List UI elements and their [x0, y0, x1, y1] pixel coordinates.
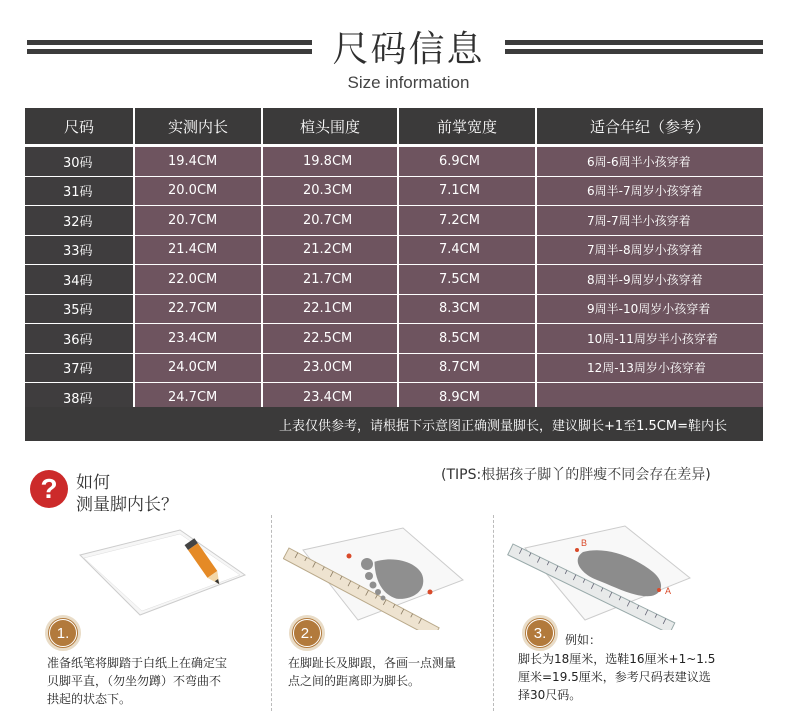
- table-cell-width: 7.5CM: [399, 265, 537, 295]
- table-cell-width: 7.1CM: [399, 177, 537, 207]
- table-cell-size: 38码: [25, 383, 135, 413]
- table-cell-width: 8.9CM: [399, 383, 537, 413]
- table-cell-size: 36码: [25, 324, 135, 354]
- step-3-text: 脚长为18厘米，选鞋16厘米+1~1.5 厘米=19.5厘米，参考尺码表建议选 择30尺码。: [518, 652, 716, 702]
- table-cell-size: 34码: [25, 265, 135, 295]
- table-cell-age: 10周-11周岁半小孩穿着: [537, 324, 763, 354]
- table-cell-size: 30码: [25, 147, 135, 177]
- howto-title-line2: 测量脚内长？: [76, 495, 178, 515]
- panel-divider: [493, 515, 494, 711]
- table-note: 上表仅供参考，请根据下示意图正确测量脚长，建议脚长+1至1.5CM=鞋内长: [25, 407, 763, 441]
- column-header: 前掌宽度: [399, 108, 537, 144]
- table-cell-age: 7周半-8周岁小孩穿着: [537, 236, 763, 266]
- table-cell-girth: 21.2CM: [263, 236, 399, 266]
- label-a: A: [665, 586, 672, 596]
- table-cell-age: 12周-13周岁小孩穿着: [537, 354, 763, 384]
- paper-pencil-illustration: [70, 520, 250, 620]
- table-header-row: [25, 108, 763, 144]
- question-icon: ?: [30, 470, 68, 508]
- page-title: 尺码信息: [332, 29, 485, 70]
- table-row: [25, 206, 763, 236]
- table-cell-age: 8周半-9周岁小孩穿着: [537, 265, 763, 295]
- step-1-badge: 1.: [45, 615, 81, 651]
- table-cell-girth: 21.7CM: [263, 265, 399, 295]
- table-cell-width: 7.4CM: [399, 236, 537, 266]
- table-cell-girth: 23.4CM: [263, 383, 399, 413]
- table-cell-age: 6周-6周半小孩穿着: [537, 147, 763, 177]
- table-cell-size: 32码: [25, 206, 135, 236]
- table-cell-girth: 22.1CM: [263, 295, 399, 325]
- table-cell-age: 6周半-7周岁小孩穿着: [537, 177, 763, 207]
- table-row: [25, 354, 763, 384]
- ruler-footprint-illustration: [283, 520, 473, 630]
- title-decor-left: [27, 40, 312, 58]
- table-body: [25, 147, 763, 413]
- table-row: [25, 265, 763, 295]
- table-cell-length: 22.0CM: [135, 265, 263, 295]
- table-cell-size: 35码: [25, 295, 135, 325]
- title-decor-right: [505, 40, 763, 58]
- step-2-badge: 2.: [289, 615, 325, 651]
- table-cell-width: 6.9CM: [399, 147, 537, 177]
- panel-divider: [271, 515, 272, 711]
- table-cell-length: 20.0CM: [135, 177, 263, 207]
- table-cell-girth: 19.8CM: [263, 147, 399, 177]
- step-1-text: 准备纸笔将脚踏于白纸上在确定宝 贝脚平直，（勿坐勿蹲）不弯曲不 拱起的状态下。: [47, 656, 228, 706]
- table-row: [25, 177, 763, 207]
- step-3-badge: 3.: [522, 615, 558, 651]
- page-subtitle: Size information: [347, 73, 470, 92]
- ruler-insole-illustration: [505, 520, 695, 630]
- table-cell-length: 20.7CM: [135, 206, 263, 236]
- table-cell-girth: 22.5CM: [263, 324, 399, 354]
- label-b: B: [581, 538, 588, 548]
- table-cell-age: 9周半-10周岁小孩穿着: [537, 295, 763, 325]
- table-row: [25, 324, 763, 354]
- table-cell-width: 8.3CM: [399, 295, 537, 325]
- table-cell-size: 31码: [25, 177, 135, 207]
- table-cell-length: 21.4CM: [135, 236, 263, 266]
- table-cell-length: 23.4CM: [135, 324, 263, 354]
- howto-title-line1: 如何: [76, 473, 110, 493]
- table-cell-width: 8.5CM: [399, 324, 537, 354]
- column-header: 楦头围度: [263, 108, 399, 144]
- table-cell-length: 24.7CM: [135, 383, 263, 413]
- column-header: 尺码: [25, 108, 135, 144]
- table-row: [25, 147, 763, 177]
- table-cell-width: 8.7CM: [399, 354, 537, 384]
- table-cell-width: 7.2CM: [399, 206, 537, 236]
- table-cell-girth: 23.0CM: [263, 354, 399, 384]
- table-cell-size: 33码: [25, 236, 135, 266]
- step-2-text: 在脚趾长及脚跟，各画一点测量 点之间的距离即为脚长。: [288, 656, 457, 688]
- step-3-label: 例如：: [565, 633, 602, 647]
- table-cell-girth: 20.7CM: [263, 206, 399, 236]
- table-row: [25, 295, 763, 325]
- table-cell-length: 19.4CM: [135, 147, 263, 177]
- tips-text: (TIPS:根据孩子脚丫的胖瘦不同会存在差异): [441, 467, 711, 483]
- column-header: 实测内长: [135, 108, 263, 144]
- column-header: 适合年纪（参考）: [537, 108, 763, 144]
- size-table: [25, 108, 763, 413]
- table-cell-length: 24.0CM: [135, 354, 263, 384]
- table-cell-length: 22.7CM: [135, 295, 263, 325]
- table-cell-size: 37码: [25, 354, 135, 384]
- table-cell-girth: 20.3CM: [263, 177, 399, 207]
- table-cell-age: 7周-7周半小孩穿着: [537, 206, 763, 236]
- table-row: [25, 236, 763, 266]
